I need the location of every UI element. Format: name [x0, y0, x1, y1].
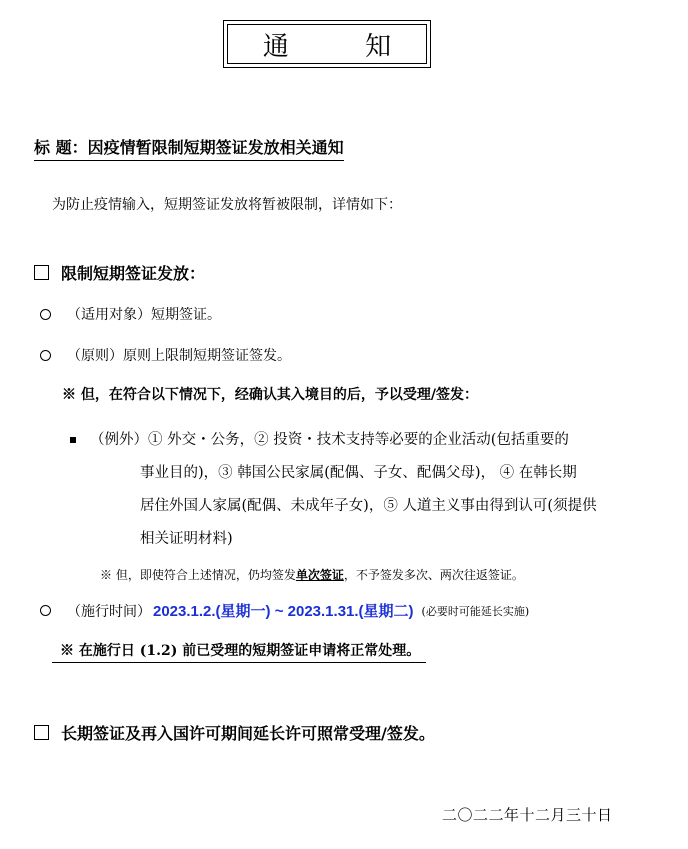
section-restrict-heading: [34, 261, 205, 284]
single-visa-note: [100, 566, 524, 583]
exception-line-4: 相关证明材料): [140, 531, 233, 547]
item-principle-text: （原则）原则上限制短期签证签发。: [67, 348, 291, 364]
period-label: （施行时间）: [67, 603, 151, 620]
period-dates: 2023.1.2.(星期一) ~ 2023.1.31.(星期二): [153, 603, 414, 620]
exception-line-3: 居住外国人家属(配偶、未成年子女)，⑤ 人道主义事由得到认可(须提供: [140, 498, 597, 514]
single-visa-note-prefix: ※ 但，即使符合上述情况，仍均签发: [100, 568, 296, 582]
exception-line-2: 事业目的)，③ 韩国公民家属(配偶、子女、配偶父母)， ④ 在韩长期: [140, 465, 577, 481]
item-period: [40, 600, 529, 621]
period-note: ※ 在施行日 (1.2) 前已受理的短期签证申请将正常处理。: [52, 640, 426, 663]
square-bullet-icon: [70, 437, 76, 443]
checkbox-square-icon: [34, 725, 49, 740]
item-principle: [40, 345, 291, 365]
exception-line-1: [70, 424, 569, 457]
circle-bullet-icon: [40, 309, 51, 320]
section-restrict-label: 限制短期签证发放：: [61, 264, 206, 283]
single-visa-emphasis: 单次签证: [295, 568, 344, 582]
exceptions-block: [70, 424, 630, 564]
intro-text: 为防止疫情输入，短期签证发放将暂被限制，详情如下：: [52, 197, 402, 213]
circle-bullet-icon: [40, 605, 51, 616]
period-remark: (必要时可能延长实施): [421, 604, 530, 618]
notice-title: 通 知: [227, 24, 427, 64]
checkbox-square-icon: [34, 265, 49, 280]
item-target-text: （适用对象）短期签证。: [67, 307, 221, 323]
section-long-term-heading: [34, 721, 435, 744]
issue-date: 二〇二二年十二月三十日: [442, 806, 613, 824]
exception-note: ※ 但，在符合以下情况下，经确认其入境目的后，予以受理/签发：: [62, 387, 478, 403]
circle-bullet-icon: [40, 350, 51, 361]
subject-line: 标 题：因疫情暂限制短期签证发放相关通知: [34, 135, 344, 161]
section-long-term-label: 长期签证及再入国许可期间延长许可照常受理/签发。: [61, 724, 435, 743]
title-box: [223, 20, 431, 68]
item-target: [40, 304, 221, 324]
single-visa-note-suffix: ，不予签发多次、两次往返签证。: [343, 568, 524, 582]
exception-line-1-text: （例外）① 外交・公务，② 投资・技术支持等必要的企业活动(包括重要的: [90, 432, 569, 448]
